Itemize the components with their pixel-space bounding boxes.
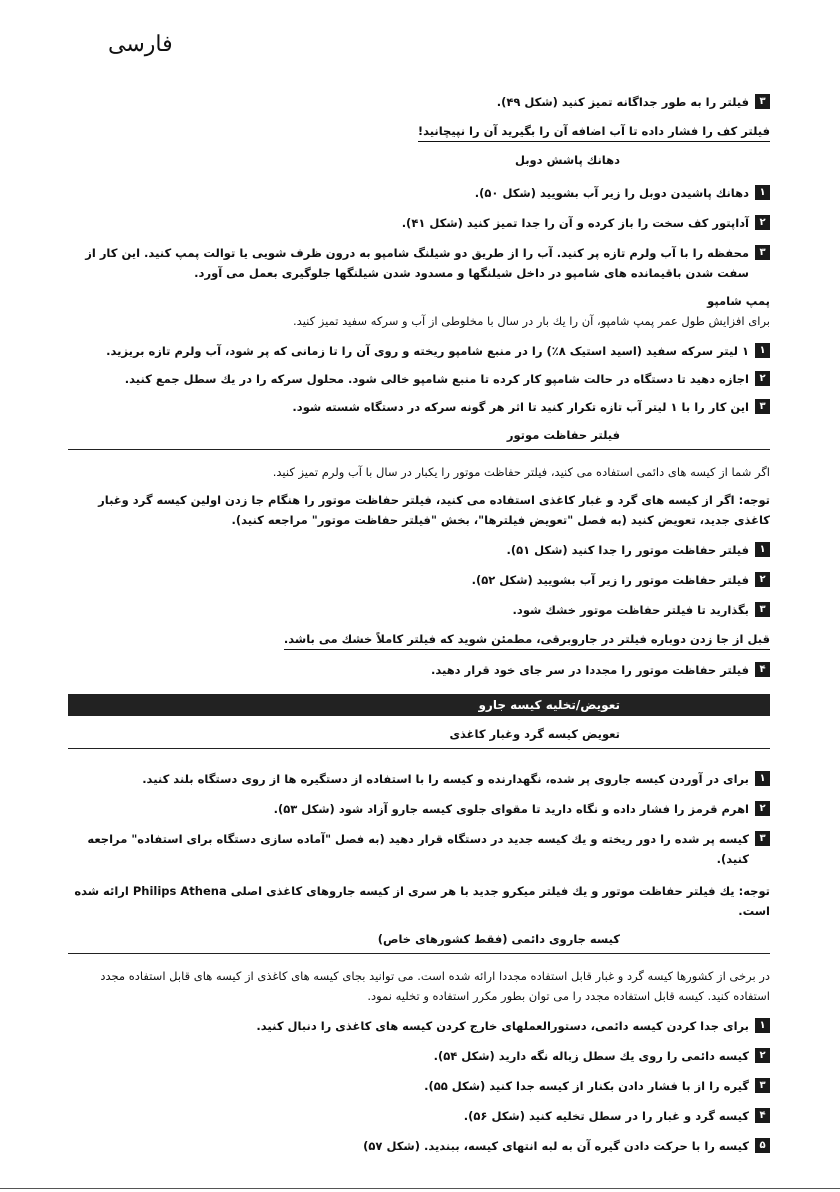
section-divider [68, 449, 770, 450]
step-permanent-3 [68, 1076, 770, 1096]
step-text: فیلتر حفاظت موتور را مجددا در سر جای خود قرار دهید. [431, 663, 749, 677]
step-text: این کار را با ۱ لیتر آب تازه تکرار کنید تا اثر هر گونه سرکه در دستگاه شسته شود. [292, 400, 749, 414]
step-permanent-2 [68, 1046, 770, 1066]
step-filter-clean [68, 92, 770, 112]
shampoo-pump-intro: برای افزایش طول عمر پمپ شامپو، آن را یك بار در سال با مخلوطی از آب و سرکه سفید تمیز کنید. [293, 314, 770, 328]
step-number-badge: ٢ [755, 801, 770, 816]
footer-divider [0, 1188, 840, 1189]
step-text: کیسه گرد و غبار را در سطل تخلیه کنید (شکل ۵۶). [463, 1109, 749, 1123]
permanent-bag-intro: در برخی از کشورها کیسه گرد و غبار قابل استفاده مجددا ارائه شده است. می توانید بجای کیسه های کاغذی از کیسه های قابل استفاده مجدد استفاده کنید. کیسه قابل استفاده مجدد را می توان بطور مکرر استفاده و تخلیه نمود. [100, 969, 770, 1003]
step-text: بگذارید تا فیلتر حفاظت موتور خشك شود. [512, 603, 749, 617]
step-motor-1 [68, 540, 770, 560]
page-content [68, 90, 770, 1156]
step-bag-3 [68, 829, 770, 869]
permanent-bag-heading: کیسه جاروی دائمی (فقط کشورهای خاص) [377, 932, 620, 946]
step-bag-2 [68, 799, 770, 819]
step-number-badge: ٣ [755, 831, 770, 846]
dual-nozzle-heading: دهانك پاشش دوبل [514, 153, 620, 167]
warning-text: فیلتر کف را فشار داده تا آب اضافه آن را بگیرید آن را نپیچانید! [418, 121, 770, 142]
shampoo-pump-heading: پمپ شامپو [707, 294, 770, 308]
step-text: فیلتر حفاظت موتور را جدا کنید (شکل ۵۱). [506, 543, 749, 557]
step-number-badge: ١ [755, 343, 770, 358]
step-pump-1 [68, 341, 770, 361]
step-permanent-1 [68, 1016, 770, 1036]
section-title-bar: تعویض/تخلیه کیسه جارو [68, 694, 770, 716]
step-number-badge: ١ [755, 771, 770, 786]
page-language-label: فارسی [108, 32, 173, 57]
motor-filter-note: توجه: اگر از کیسه های گرد و غبار کاغذی استفاده می کنید، فیلتر حفاظت موتور را هنگام جا زدن اولین کیسه گرد وغبار کاغذی جدید، تعویض کنید (به فصل "تعویض فیلترها"، بخش "فیلتر حفاظت موتور" مراجعه کنید). [98, 493, 770, 527]
step-number-badge: ٢ [755, 371, 770, 386]
motor-filter-heading: فیلتر حفاظت موتور [506, 428, 620, 442]
step-text: برای جدا کردن کیسه دائمی، دستورالعملهای خارج کردن کیسه های کاغذی را دنبال کنید. [256, 1019, 749, 1033]
step-text: اجازه دهید تا دستگاه در حالت شامپو کار کرده تا منبع شامپو خالی شود. محلول سرکه را در یك سطل جمع کنید. [124, 372, 749, 386]
step-number-badge: ٢ [755, 215, 770, 230]
step-number-badge: ٢ [755, 572, 770, 587]
step-number-badge: ٣ [755, 94, 770, 109]
step-number-badge: ۴ [755, 1108, 770, 1123]
step-text: کیسه دائمی را روی یك سطل زباله نگه دارید (شکل ۵۴). [433, 1049, 749, 1063]
paper-bag-heading: تعویض کیسه گرد وغبار کاغذی [449, 727, 620, 741]
foam-filter-warning [68, 121, 770, 142]
step-nozzle-3 [68, 243, 770, 283]
step-number-badge: ١ [755, 542, 770, 557]
step-text: محفظه را با آب ولرم تازه پر کنید. آب را از طریق دو شیلنگ شامپو به درون ظرف شویی یا توالت پمپ کنید. این کار از سفت شدن باقیمانده های شامپو در داخل شیلنگها و مسدود شدن شیلنگها جلوگیری بعمل می آورد. [85, 246, 749, 280]
step-nozzle-1 [68, 183, 770, 203]
step-bag-1 [68, 769, 770, 789]
step-permanent-4 [68, 1106, 770, 1126]
step-nozzle-2 [68, 213, 770, 233]
step-pump-3 [68, 397, 770, 417]
step-text: اهرم قرمز را فشار داده و نگاه دارید تا مقوای جلوی کیسه جارو آزاد شود (شکل ۵۳). [273, 802, 749, 816]
step-number-badge: ٣ [755, 245, 770, 260]
step-number-badge: ٣ [755, 399, 770, 414]
step-motor-4 [68, 660, 770, 680]
section-divider [68, 748, 770, 749]
step-number-badge: ١ [755, 1018, 770, 1033]
step-text: دهانك پاشیدن دوبل را زیر آب بشویید (شکل ۵۰). [474, 186, 749, 200]
step-text: برای در آوردن کیسه جاروی پر شده، نگهدارنده و کیسه را با استفاده از دستگیره ها از روی دستگاه بلند کنید. [142, 772, 749, 786]
step-permanent-5 [68, 1136, 770, 1156]
warning-text: قبل از جا زدن دوباره فیلتر در جاروبرقی، مطمئن شوید که فیلتر کاملاً خشك می باشد. [284, 629, 770, 650]
step-text: فیلتر را به طور جداگانه تمیز کنید (شکل ۴۹). [496, 95, 749, 109]
step-text: ۱ لیتر سرکه سفید (اسید استیک ۸٪) را در منبع شامپو ریخته و روی آن را تا زمانی که پر شود، آب ولرم تازه بریزید. [106, 344, 749, 358]
step-number-badge: ٢ [755, 1048, 770, 1063]
step-motor-2 [68, 570, 770, 590]
step-text: فیلتر حفاظت موتور را زیر آب بشویید (شکل ۵۲). [471, 573, 749, 587]
step-number-badge: ٣ [755, 602, 770, 617]
step-number-badge: ۵ [755, 1138, 770, 1153]
motor-filter-intro: اگر شما از کیسه های دائمی استفاده می کنید، فیلتر حفاظت موتور را یکبار در سال با آب ولرم تمیز کنید. [272, 465, 770, 479]
step-pump-2 [68, 369, 770, 389]
paper-bag-note: توجه: یك فیلتر حفاظت موتور و یك فیلتر میکرو جدید با هر سری از کیسه جاروهای کاغذی اصلی Philips Athena ارائه شده است. [74, 884, 770, 918]
section-divider [68, 953, 770, 954]
step-number-badge: ٣ [755, 1078, 770, 1093]
step-text: گیره را از با فشار دادن بکنار از کیسه جدا کنید (شکل ۵۵). [424, 1079, 749, 1093]
step-motor-3 [68, 600, 770, 620]
step-text: کیسه پر شده را دور ریخته و یك کیسه جدید در دستگاه قرار دهید (به فصل "آماده سازی دستگاه برای استفاده" مراجعه کنید). [87, 832, 749, 866]
step-number-badge: ۴ [755, 662, 770, 677]
step-number-badge: ١ [755, 185, 770, 200]
step-text: کیسه را با حرکت دادن گیره آن به لبه انتهای کیسه، ببندید. (شکل ۵۷) [363, 1139, 749, 1153]
step-text: آداپتور کف سخت را باز کرده و آن را جدا تمیز کنید (شکل ۴۱). [401, 216, 749, 230]
motor-filter-warning [68, 629, 770, 650]
